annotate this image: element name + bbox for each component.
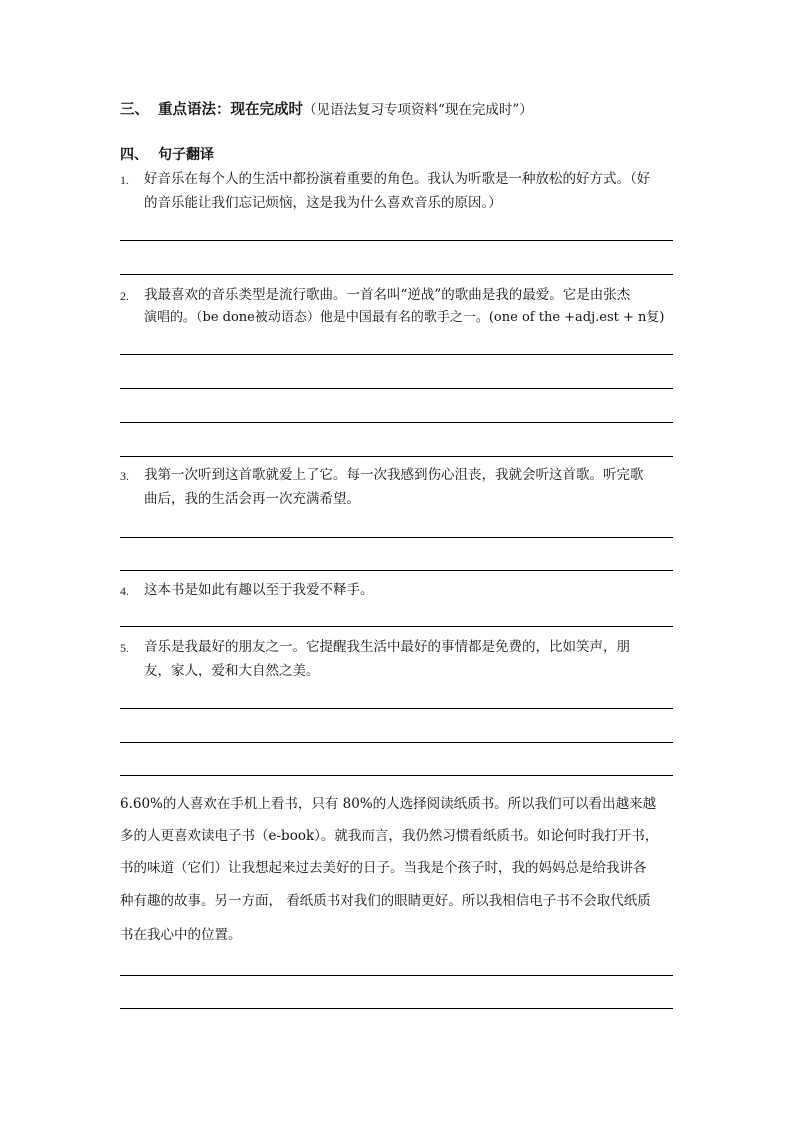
paragraph-6-line-4: 种有趣的故事。另一方面， 看纸质书对我们的眼睛更好。所以我相信电子书不会取代纸质 bbox=[120, 893, 651, 909]
answer-line bbox=[120, 975, 673, 976]
section-3-number: 三、 bbox=[120, 101, 149, 118]
item-2-line-2: 演唱的。（be done被动语态）他是中国最有名的歌手之一。(one of the +adj.est + n复) bbox=[144, 310, 665, 325]
item-1-number: 1. bbox=[120, 173, 129, 187]
answer-line bbox=[120, 274, 673, 275]
section-3-title: 重点语法：现在完成时 bbox=[158, 101, 303, 118]
answer-line bbox=[120, 775, 673, 776]
item-3-line-2: 曲后，我的生活会再一次充满希望。 bbox=[144, 491, 360, 507]
item-5-number: 5. bbox=[120, 641, 129, 655]
item-4-line-1: 这本书是如此有趣以至于我爱不释手。 bbox=[144, 582, 374, 598]
item-2-line-1: 我最喜欢的音乐类型是流行歌曲。一首名叫“逆战”的歌曲是我的最爱。它是由张杰 bbox=[144, 287, 631, 303]
item-5-line-2: 友，家人，爱和大自然之美。 bbox=[144, 663, 320, 679]
paragraph-6-line-2: 多的人更喜欢读电子书（e-book）。就我而言，我仍然习惯看纸质书。如论何时我打开书， bbox=[120, 828, 659, 844]
section-4-heading bbox=[120, 146, 214, 164]
paragraph-6-line-5: 书在我心中的位置。 bbox=[120, 927, 242, 943]
paragraph-6-line-1: 6.60%的人喜欢在手机上看书，只有 80%的人选择阅读纸质书。所以我们可以看出越来越 bbox=[120, 796, 657, 812]
item-2-number: 2. bbox=[120, 289, 129, 303]
item-3-line-1: 我第一次听到这首歌就爱上了它。每一次我感到伤心沮丧，我就会听这首歌。听完歌 bbox=[144, 467, 644, 483]
section-3-note: （见语法复习专项资料“现在完成时”） bbox=[303, 102, 533, 118]
section-3-heading bbox=[120, 100, 533, 120]
answer-line bbox=[120, 708, 673, 709]
section-4-title: 句子翻译 bbox=[158, 147, 214, 163]
answer-line bbox=[120, 742, 673, 743]
answer-line bbox=[120, 570, 673, 571]
answer-line bbox=[120, 456, 673, 457]
item-3-number: 3. bbox=[120, 469, 129, 483]
item-1-line-2: 的音乐能让我们忘记烦恼，这是我为什么喜欢音乐的原因。） bbox=[144, 195, 502, 211]
item-1-line-1: 好音乐在每个人的生活中都扮演着重要的角色。我认为听歌是一种放松的好方式。（好 bbox=[144, 171, 651, 187]
answer-line bbox=[120, 537, 673, 538]
paragraph-6-line-3: 书的味道（它们）让我想起来过去美好的日子。当我是个孩子时，我的妈妈总是给我讲各 bbox=[120, 860, 647, 876]
item-5-line-1: 音乐是我最好的朋友之一。它提醒我生活中最好的事情都是免费的，比如笑声，朋 bbox=[144, 639, 630, 655]
answer-line bbox=[120, 240, 673, 241]
section-4-number: 四、 bbox=[120, 147, 148, 163]
answer-line bbox=[120, 626, 673, 627]
answer-line bbox=[120, 388, 673, 389]
answer-line bbox=[120, 1008, 673, 1009]
answer-line bbox=[120, 422, 673, 423]
item-4-number: 4. bbox=[120, 584, 129, 598]
answer-line bbox=[120, 354, 673, 355]
